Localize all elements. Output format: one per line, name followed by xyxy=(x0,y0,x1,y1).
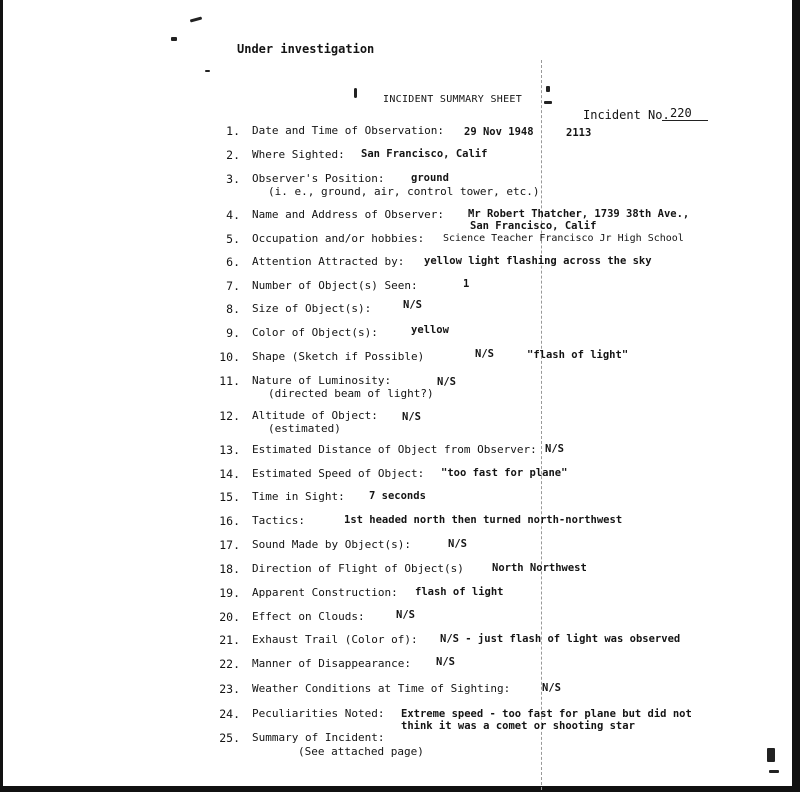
item-value-secondary: San Francisco, Calif xyxy=(470,220,597,232)
item-value: "too fast for plane" xyxy=(441,467,568,479)
item-number: 6. xyxy=(226,255,240,269)
item-label: Sound Made by Object(s): xyxy=(252,538,411,551)
item-value: 1 xyxy=(463,278,470,290)
item-label: Estimated Speed of Object: xyxy=(252,467,425,480)
item-value: yellow xyxy=(411,324,449,336)
item-value: ground xyxy=(411,172,449,184)
item-value: Science Teacher Francisco Jr High School xyxy=(443,233,684,244)
item-value: yellow light flashing across the sky xyxy=(424,255,652,267)
ink-speck xyxy=(190,16,202,22)
item-label: Direction of Flight of Object(s) xyxy=(252,562,464,575)
item-label: Shape (Sketch if Possible) xyxy=(252,350,425,363)
item-number: 3. xyxy=(226,172,240,186)
item-value: 29 Nov 1948 xyxy=(464,126,534,138)
item-number: 13. xyxy=(219,443,240,457)
item-value: N/S xyxy=(437,376,456,388)
item-number: 1. xyxy=(226,124,240,138)
item-label: Time in Sight: xyxy=(252,490,345,503)
item-label: Nature of Luminosity: xyxy=(252,374,392,387)
item-label: Color of Object(s): xyxy=(252,326,378,339)
item-value: North Northwest xyxy=(492,562,587,574)
item-label: Effect on Clouds: xyxy=(252,610,365,623)
ink-speck xyxy=(546,86,550,92)
item-value: flash of light xyxy=(415,586,504,598)
item-value: N/S xyxy=(545,443,564,455)
ink-speck xyxy=(171,37,177,41)
item-number: 18. xyxy=(219,562,240,576)
item-label: Size of Object(s): xyxy=(252,302,372,315)
item-label: Attention Attracted by: xyxy=(252,255,405,268)
item-label: Name and Address of Observer: xyxy=(252,208,445,221)
item-label: Weather Conditions at Time of Sighting: xyxy=(252,682,511,695)
item-value: 7 seconds xyxy=(369,490,426,502)
ink-speck xyxy=(205,70,210,72)
ink-speck xyxy=(769,770,779,773)
item-sublabel: (directed beam of light?) xyxy=(268,387,434,400)
item-value-secondary: "flash of light" xyxy=(527,349,629,361)
item-label: Number of Object(s) Seen: xyxy=(252,279,418,292)
item-number: 7. xyxy=(226,279,240,293)
item-number: 23. xyxy=(219,682,240,696)
item-label: Date and Time of Observation: xyxy=(252,124,445,137)
incident-number-label: Incident No. xyxy=(583,108,670,122)
item-label: Exhaust Trail (Color of): xyxy=(252,633,418,646)
item-number: 14. xyxy=(219,467,240,481)
item-number: 24. xyxy=(219,707,240,721)
item-label: Occupation and/or hobbies: xyxy=(252,232,425,245)
item-value: N/S xyxy=(403,299,422,311)
item-label: Where Sighted: xyxy=(252,148,345,161)
item-number: 9. xyxy=(226,326,240,340)
item-label: Altitude of Object: xyxy=(252,409,378,422)
item-value: N/S xyxy=(448,538,467,550)
item-sublabel: (i. e., ground, air, control tower, etc.) xyxy=(268,185,540,198)
item-sublabel: (See attached page) xyxy=(298,745,424,758)
item-number: 16. xyxy=(219,514,240,528)
item-number: 20. xyxy=(219,610,240,624)
item-value: 1st headed north then turned north-northwest xyxy=(344,514,623,526)
item-value: Mr Robert Thatcher, 1739 38th Ave., xyxy=(468,208,690,220)
scan-border-bottom xyxy=(0,786,800,792)
item-number: 17. xyxy=(219,538,240,552)
scan-border-left xyxy=(0,0,3,792)
item-label: Estimated Distance of Object from Observer: xyxy=(252,443,537,456)
item-label: Tactics: xyxy=(252,514,305,527)
status-heading: Under investigation xyxy=(237,42,375,56)
item-number: 12. xyxy=(219,409,240,423)
item-number: 4. xyxy=(226,208,240,222)
item-label: Apparent Construction: xyxy=(252,586,398,599)
ink-speck xyxy=(354,88,357,98)
document-title: INCIDENT SUMMARY SHEET xyxy=(383,94,523,105)
item-number: 15. xyxy=(219,490,240,504)
item-value: Extreme speed - too fast for plane but did not xyxy=(401,708,692,720)
item-value: N/S xyxy=(542,682,561,694)
item-number: 10. xyxy=(219,350,240,364)
item-value: N/S xyxy=(396,609,415,621)
item-number: 2. xyxy=(226,148,240,162)
item-number: 19. xyxy=(219,586,240,600)
item-number: 8. xyxy=(226,302,240,316)
item-value: N/S xyxy=(402,411,421,423)
item-value-secondary: think it was a comet or shooting star xyxy=(401,720,635,732)
item-number: 21. xyxy=(219,633,240,647)
item-number: 22. xyxy=(219,657,240,671)
item-number: 11. xyxy=(219,374,240,388)
scan-border-right xyxy=(792,0,800,792)
item-sublabel: (estimated) xyxy=(268,422,341,435)
item-value: N/S xyxy=(475,348,494,360)
item-label: Summary of Incident: xyxy=(252,731,385,744)
item-number: 5. xyxy=(226,232,240,246)
item-value: N/S xyxy=(436,656,455,668)
item-label: Observer's Position: xyxy=(252,172,385,185)
ink-speck xyxy=(767,748,775,762)
item-value: N/S - just flash of light was observed xyxy=(440,633,681,645)
item-number: 25. xyxy=(219,731,240,745)
item-value: San Francisco, Calif xyxy=(361,148,488,160)
item-label: Manner of Disappearance: xyxy=(252,657,411,670)
item-value-secondary: 2113 xyxy=(566,127,592,139)
item-label: Peculiarities Noted: xyxy=(252,707,385,720)
ink-speck xyxy=(544,101,552,104)
incident-number-value: 220 xyxy=(662,106,708,121)
fold-line xyxy=(541,60,543,790)
